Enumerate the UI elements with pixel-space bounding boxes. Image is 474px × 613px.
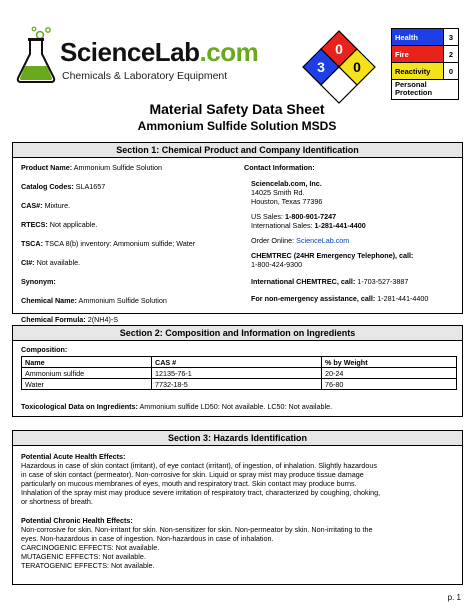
product-name-field: Product Name: Ammonium Sulfide Solution (21, 163, 163, 172)
table-row (22, 379, 457, 390)
hmis-health-label: Health (392, 29, 443, 45)
chronic-effects-title: Potential Chronic Health Effects: (21, 516, 133, 525)
flask-icon (14, 26, 58, 84)
order-online: Order Online: ScienceLab.com (251, 236, 350, 245)
ci-field: CI#: Not available. (21, 258, 81, 267)
acute-effects-line: or shortness of breath. (21, 497, 93, 506)
non-emergency-assistance: For non-emergency assistance, call: 1-281-441-4400 (251, 294, 429, 303)
tsca-field: TSCA: TSCA 8(b) inventory: Ammonium sulfide; Water (21, 239, 196, 248)
acute-effects-title: Potential Acute Health Effects: (21, 452, 126, 461)
chronic-effects-line: MUTAGENIC EFFECTS: Not available. (21, 552, 146, 561)
section-3 (12, 430, 463, 585)
hmis-fire-value: 2 (443, 46, 458, 62)
hmis-label (391, 28, 459, 100)
order-online-link[interactable]: ScienceLab.com (296, 236, 350, 245)
hmis-fire-label: Fire (392, 46, 443, 62)
international-chemtrec: International CHEMTREC, call: 1-703-527-3887 (251, 277, 409, 286)
document-title: Material Safety Data Sheet (149, 101, 325, 117)
nfpa-diamond (302, 30, 376, 104)
logo-tagline: Chemicals & Laboratory Equipment (62, 70, 228, 82)
acute-effects-line: particularly on mucous membranes of eyes, mouth and respiratory tract. Skin contact may produce burns. (21, 479, 357, 488)
acute-effects-line: Inhalation of the spray mist may produce severe irritation of respiratory tract, characterized by coughing, choking, (21, 488, 381, 497)
document-subtitle: Ammonium Sulfide Solution MSDS (137, 119, 337, 133)
hmis-reactivity-value: 0 (443, 63, 458, 79)
acute-effects-line: in case of skin contact (permeator). Non-corrosive for skin. Liquid or spray mist may produce tissue damage (21, 470, 364, 479)
section-1 (12, 142, 463, 324)
hmis-personal-protection: Personal Protection (392, 80, 458, 99)
section-1-title: Section 1: Chemical Product and Company Identification (13, 143, 462, 158)
contact-title: Contact Information: (244, 163, 315, 172)
composition-table (21, 356, 457, 390)
chronic-effects-line: CARCINOGENIC EFFECTS: Not available. (21, 543, 160, 552)
ingredient-cas: 7732-18-5 (152, 379, 322, 390)
section-3-title: Section 3: Hazards Identification (13, 431, 462, 446)
hmis-health-value: 3 (443, 29, 458, 45)
chronic-effects-line: TERATOGENIC EFFECTS: Not available. (21, 561, 155, 570)
toxicological-data: Toxicological Data on Ingredients: Ammonium sulfide LD50: Not available. LC50: Not available. (21, 402, 333, 411)
ingredient-weight: 20-24 (322, 368, 457, 379)
contact-information (244, 163, 459, 303)
synonym-field: Synonym: (21, 277, 56, 286)
rtecs-field: RTECS: Not applicable. (21, 220, 98, 229)
section-2 (12, 325, 463, 417)
us-sales: US Sales: 1-800-901-7247 (251, 212, 337, 221)
ingredient-name: Ammonium sulfide (22, 368, 152, 379)
page-number: p. 1 (447, 593, 461, 602)
company-name: Sciencelab.com, Inc. (251, 179, 322, 188)
nfpa-flammability: 0 (335, 41, 343, 57)
column-header-cas: CAS # (152, 357, 322, 368)
nfpa-reactivity: 0 (353, 59, 361, 75)
column-header-weight: % by Weight (322, 357, 457, 368)
catalog-code-field: Catalog Codes: SLA1657 (21, 182, 106, 191)
company-street: 14025 Smith Rd. (251, 188, 305, 197)
cas-field: CAS#: Mixture. (21, 201, 71, 210)
international-sales: International Sales: 1-281-441-4400 (251, 221, 366, 230)
hmis-fire-row (392, 46, 458, 63)
hmis-reactivity-row (392, 63, 458, 80)
company-city: Houston, Texas 77396 (251, 197, 323, 206)
ingredient-name: Water (22, 379, 152, 390)
logo-wordmark: ScienceLab.com (60, 37, 259, 67)
chronic-health-effects (21, 516, 457, 570)
product-identification (21, 163, 246, 334)
ingredient-cas: 12135-76-1 (152, 368, 322, 379)
ingredient-weight: 76-80 (322, 379, 457, 390)
chemical-name-field: Chemical Name: Ammonium Sulfide Solution (21, 296, 167, 305)
table-row (22, 368, 457, 379)
chemical-formula-field: Chemical Formula: 2(NH4)-S (21, 315, 119, 324)
chronic-effects-line: eyes. Non-hazardous in case of ingestion. Non-hazardous in case of inhalation. (21, 534, 274, 543)
acute-effects-line: Hazardous in case of skin contact (irritant), of eye contact (irritant), of ingestion, of inhalation. Slightly hazardous (21, 461, 377, 470)
hmis-reactivity-label: Reactivity (392, 63, 443, 79)
section-2-title: Section 2: Composition and Information on Ingredients (13, 326, 462, 341)
composition-label: Composition: (21, 345, 68, 354)
sciencelab-logo (14, 26, 259, 88)
column-header-name: Name (22, 357, 152, 368)
nfpa-health: 3 (317, 59, 325, 75)
chemtrec-phone: 1-800-424-9300 (251, 260, 303, 269)
chronic-effects-line: Non-corrosive for skin. Non-irritant for skin. Non-sensitizer for skin. Non-permeator by skin. Non-irritating to the (21, 525, 373, 534)
chemtrec-emergency: CHEMTREC (24HR Emergency Telephone), call: (251, 251, 414, 260)
acute-health-effects (21, 452, 457, 506)
hmis-health-row (392, 29, 458, 46)
table-header-row (22, 357, 457, 368)
